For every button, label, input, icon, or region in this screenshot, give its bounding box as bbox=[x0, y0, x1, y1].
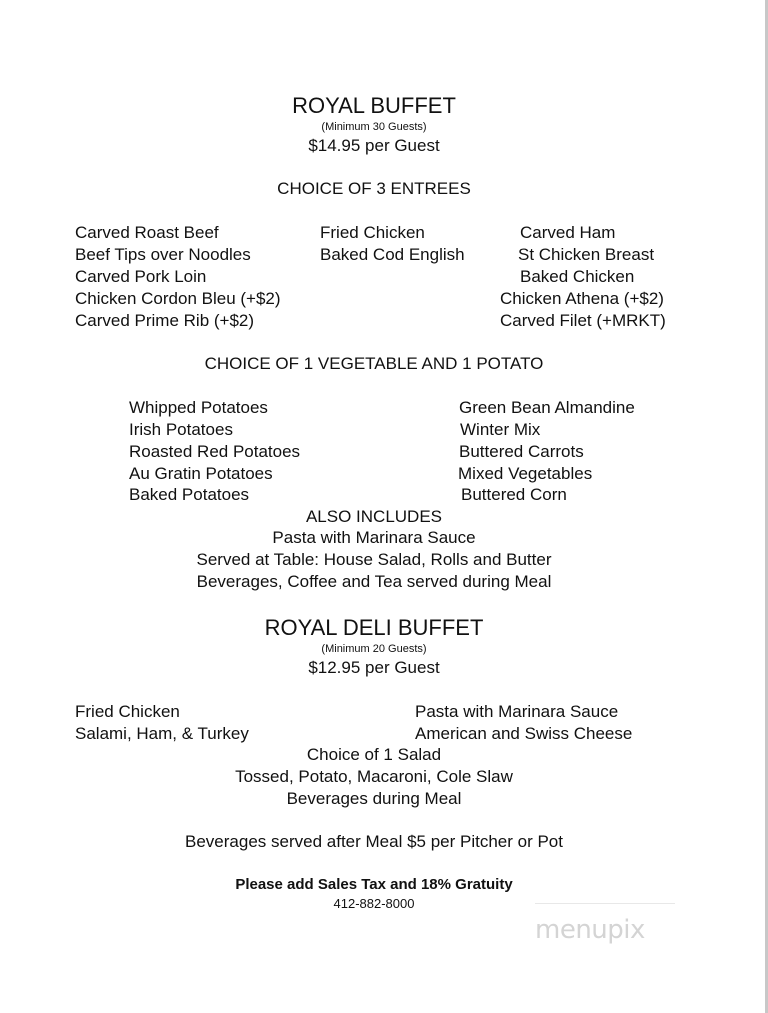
entree-item: Chicken Cordon Bleu (+$2) bbox=[75, 289, 281, 308]
potato-item: Baked Potatoes bbox=[129, 485, 250, 504]
potato-item: Irish Potatoes bbox=[129, 420, 233, 439]
royal-deli-buffet-minimum: (Minimum 20 Guests) bbox=[321, 643, 427, 655]
also-includes-item: Beverages, Coffee and Tea served during Meal bbox=[196, 572, 552, 591]
royal-buffet-price: $14.95 per Guest bbox=[308, 136, 440, 155]
royal-buffet-title: ROYAL BUFFET bbox=[292, 93, 456, 118]
deli-item: Pasta with Marinara Sauce bbox=[415, 702, 619, 721]
deli-item: Fried Chicken bbox=[75, 702, 180, 721]
potato-item: Whipped Potatoes bbox=[129, 398, 268, 417]
entree-item: Carved Prime Rib (+$2) bbox=[75, 311, 255, 330]
entree-item: Carved Pork Loin bbox=[75, 267, 207, 286]
deli-center-item: Tossed, Potato, Macaroni, Cole Slaw bbox=[235, 767, 513, 786]
beverages-after-note: Beverages served after Meal $5 per Pitcher or Pot bbox=[185, 832, 563, 851]
vegetable-item: Mixed Vegetables bbox=[458, 464, 593, 483]
vegetable-item: Buttered Corn bbox=[461, 485, 567, 504]
deli-center-item: Beverages during Meal bbox=[286, 789, 462, 808]
also-includes-item: Pasta with Marinara Sauce bbox=[272, 528, 476, 547]
also-includes-item: Served at Table: House Salad, Rolls and Butter bbox=[196, 550, 552, 569]
royal-deli-buffet-price: $12.95 per Guest bbox=[308, 658, 440, 677]
potato-item: Au Gratin Potatoes bbox=[129, 464, 273, 483]
tax-gratuity-note: Please add Sales Tax and 18% Gratuity bbox=[235, 876, 513, 893]
entree-item: St Chicken Breast bbox=[518, 245, 655, 264]
entree-item: Chicken Athena (+$2) bbox=[500, 289, 664, 308]
potato-item: Roasted Red Potatoes bbox=[129, 442, 301, 461]
deli-center-item: Choice of 1 Salad bbox=[306, 745, 442, 764]
entree-item: Beef Tips over Noodles bbox=[75, 245, 251, 264]
royal-buffet-minimum: (Minimum 30 Guests) bbox=[321, 121, 427, 133]
watermark-line bbox=[535, 903, 675, 904]
sides-heading: CHOICE OF 1 VEGETABLE AND 1 POTATO bbox=[204, 354, 544, 373]
entree-item: Carved Roast Beef bbox=[75, 223, 219, 242]
entree-item: Baked Cod English bbox=[320, 245, 465, 264]
vegetable-item: Buttered Carrots bbox=[459, 442, 584, 461]
menupix-watermark: menupix bbox=[535, 915, 645, 945]
entree-item: Fried Chicken bbox=[320, 223, 425, 242]
entree-item: Carved Ham bbox=[520, 223, 616, 242]
deli-item: American and Swiss Cheese bbox=[415, 724, 633, 743]
deli-item: Salami, Ham, & Turkey bbox=[75, 724, 249, 743]
entree-item: Baked Chicken bbox=[520, 267, 635, 286]
royal-deli-buffet-title: ROYAL DELI BUFFET bbox=[264, 615, 484, 640]
vegetable-item: Green Bean Almandine bbox=[459, 398, 635, 417]
vegetable-item: Winter Mix bbox=[460, 420, 541, 439]
entree-item: Carved Filet (+MRKT) bbox=[500, 311, 666, 330]
phone-number: 412-882-8000 bbox=[333, 896, 415, 911]
also-includes-heading: ALSO INCLUDES bbox=[305, 507, 443, 526]
entrees-heading: CHOICE OF 3 ENTREES bbox=[277, 179, 471, 198]
